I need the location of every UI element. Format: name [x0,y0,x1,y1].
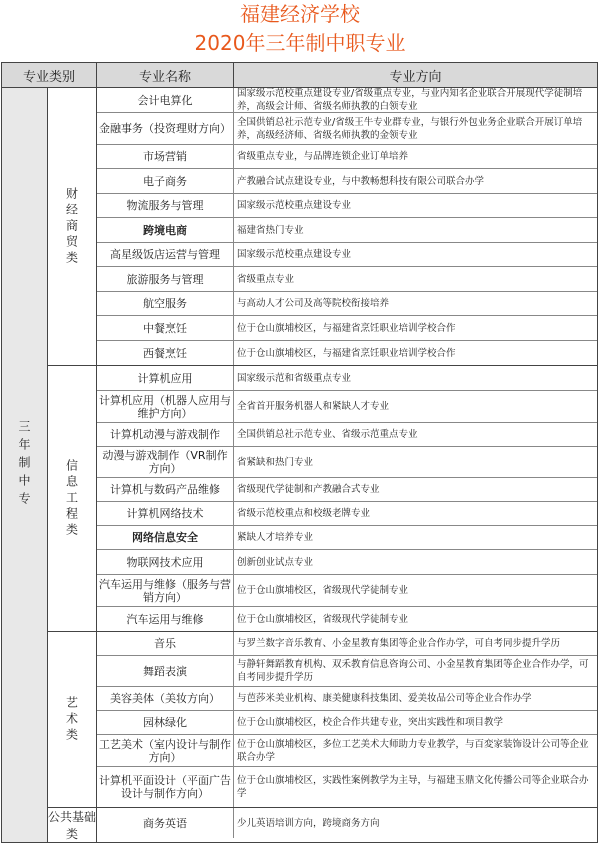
major-name: 汽车运用与维修（服务与营销方向） [97,575,234,606]
major-direction: 位于仓山旗埔校区，省级现代学徒制专业 [237,585,409,596]
table-row [97,292,597,316]
table-row [97,145,597,169]
table-row [97,478,597,502]
table-row [97,218,597,243]
major-direction: 与高动人才公司及高等院校衔接培养 [237,298,390,309]
table-header [1,62,598,88]
major-direction: 省级示范校重点和校级老牌专业 [237,508,371,519]
table-row [97,423,597,447]
major-direction: 国家级示范和省级重点专业 [237,372,352,384]
category-label [48,632,97,807]
major-name: 动漫与游戏制作（VR制作方向） [97,447,234,477]
major-name: 工艺美术（室内设计与制作方向） [97,735,234,766]
table-row [97,169,597,194]
level-label: 三年制中专 [17,420,31,510]
major-direction: 国家级示范校重点建设专业/省级重点专业，与业内知名企业联合开展现代学徒制培养，高级会计师、省级名师执教的白领专业 [237,88,583,112]
header-direction: 专业方向 [389,69,442,85]
category-group [48,88,597,366]
major-name: 美容美体（美妆方向） [97,687,234,710]
header-name: 专业名称 [97,63,234,87]
major-name: 中餐烹饪 [97,316,234,340]
table-row [97,632,597,656]
major-name: 计算机动漫与游戏制作 [97,423,234,446]
category-label [48,808,97,842]
table-row [97,607,597,631]
table-row [97,711,597,735]
major-name: 物联网技术应用 [97,550,234,574]
major-direction: 产教融合试点建设专业，与中教畅想科技有限公司联合办学 [237,175,485,187]
major-direction: 省级重点专业，与品牌连锁企业订单培养 [237,151,409,162]
table-row [97,391,597,423]
major-direction: 位于仓山旗埔校区，与福建省烹饪职业培训学校合作 [237,347,456,359]
major-name: 旅游服务与管理 [97,267,234,291]
table-row [97,502,597,526]
major-name: 电子商务 [97,169,234,193]
table-row [97,526,597,550]
major-name: 计算机平面设计（平面广告设计与制作方向） [97,767,234,807]
category-group [48,366,597,632]
major-direction: 位于仓山旗埔校区，多位工艺美术大师助力专业教学，与百変家装饰设计公司等企业联合办学 [237,738,589,763]
major-direction: 省紧缺和热门专业 [237,456,314,468]
major-name: 计算机应用（机器人应用与维护方向） [97,391,234,422]
major-name: 会计电算化 [97,88,234,112]
major-direction: 省级现代学徒制和产教融合式专业 [237,484,380,495]
major-direction: 国家级示范校重点建设专业 [237,200,352,211]
table-row [97,447,597,478]
major-direction: 全国供销总社示范专业/省级王牛专业群专业，与银行外包业务企业联合开展订单培养，高级经济师、省级名师执教的金领专业 [237,116,583,141]
major-name: 金融事务（投资理财方向） [97,113,234,144]
table-row [97,341,597,365]
major-name: 网络信息安全 [97,526,234,549]
major-direction: 创新创业试点专业 [237,556,314,568]
category-group [48,808,597,842]
page-title [0,0,600,58]
major-name: 航空服务 [97,292,234,315]
major-name: 汽车运用与维修 [97,607,234,631]
table-row [97,88,597,113]
major-direction: 位于仓山旗埔校区，校企合作共建专业，突出实践性和项目教学 [237,717,504,728]
header-category: 专业类别 [2,63,97,87]
title-line-1: 福建经济学校 [240,2,360,26]
table-body [1,88,598,843]
major-name: 跨境电商 [97,218,234,242]
table-row [97,113,597,145]
major-name: 市场营销 [97,145,234,168]
major-name: 西餐烹饪 [97,341,234,365]
table-row [97,243,597,267]
major-direction: 与罗兰数字音乐教育、小金星教育集团等企业合作办学，可自考同步提升学历 [237,638,561,649]
table-row [97,656,597,687]
table-row [97,194,597,218]
table-row [97,267,597,292]
major-direction: 位于仓山旗埔校区，省级现代学徒制专业 [237,613,409,625]
major-direction: 与静轩舞蹈教育机构、双禾教育信息咨询公司、小金星教育集团等企业合作办学，可自考同步提升学历 [237,659,589,683]
major-direction: 位于仓山旗埔校区，与福建省烹饪职业培训学校合作 [237,322,456,334]
level-cell [2,88,48,842]
major-name: 计算机网络技术 [97,502,234,525]
major-name: 计算机应用 [97,366,234,390]
table-row [97,366,597,391]
major-direction: 位于仓山旗埔校区，实践性案例教学为主导，与福建玉鼎文化传播公司等企业联合办学 [237,775,589,799]
table-row [97,767,597,807]
table-row [97,575,597,607]
table-row [97,316,597,341]
major-name: 计算机与数码产品维修 [97,478,234,501]
category-label-text: 艺术类 [64,695,79,744]
table-row [97,735,597,767]
category-label-text: 公共基础类 [48,810,97,841]
major-direction: 全省首开服务机器人和紧缺人才专业 [237,401,390,412]
major-name: 舞蹈表演 [97,656,234,686]
category-label [48,88,97,365]
major-direction: 全国供销总社示范专业、省级示范重点专业 [237,429,418,440]
table-row [97,550,597,575]
major-name: 物流服务与管理 [97,194,234,217]
category-label-text: 财经商贸类 [64,186,79,267]
major-name: 高星级饭店运营与管理 [97,243,234,266]
category-label [48,366,97,631]
major-direction: 与芭莎米美业机构、康美健康科技集团、爱美妆品公司等企业合作办学 [237,693,532,704]
category-label-text: 信息工程类 [64,458,79,539]
major-name: 园林绿化 [97,711,234,734]
major-direction: 省级重点专业 [237,273,295,285]
major-name: 商务英语 [97,808,234,838]
major-direction: 少儿英语培训方向，跨境商务方向 [237,817,380,829]
major-direction: 国家级示范校重点建设专业 [237,249,352,260]
category-group [48,632,597,808]
majors-table [1,62,598,843]
title-line-2: 2020年三年制中职专业 [194,31,406,55]
major-direction: 福建省热门专业 [237,224,304,236]
major-direction: 紧缺人才培养专业 [237,532,314,543]
table-row [97,687,597,711]
table-row [97,808,597,838]
major-name: 音乐 [97,632,234,655]
category-groups [48,88,597,842]
